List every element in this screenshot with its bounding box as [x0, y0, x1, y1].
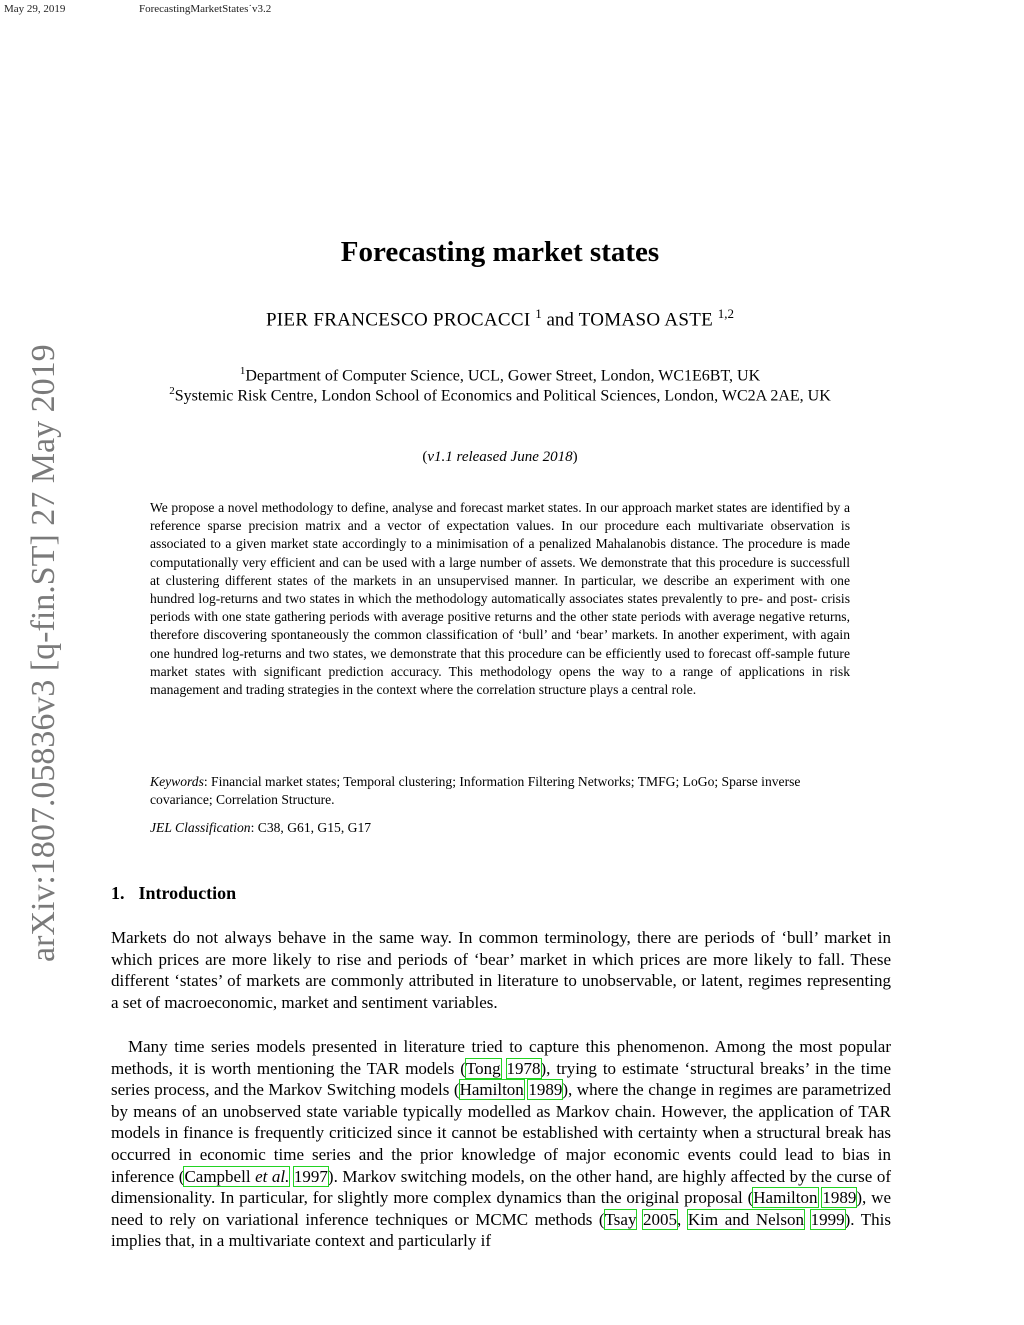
- version-note: (v1.1 released June 2018): [422, 449, 578, 465]
- keywords-label: Keywords: [150, 774, 204, 789]
- citation-link[interactable]: 1999: [810, 1209, 845, 1229]
- jel-classification: [150, 820, 850, 836]
- abstract: We propose a novel methodology to define, analyse and forecast market states. In our approach market states are identified by a reference sparse precision matrix and a vector of expectation values. In our procedure each multivariate observation is associated to a given market state accordingly to a minimisation of a penalized Mahalanobis distance. The procedure is made computationally very efficient and can be used with a large number of assets. We demonstrate that this procedure is successfull at clustering different states of the markets in an unsupervised manner. In particular, we describe an experiment with one hundred log-returns and two states in which the methodology automatically associates states prevalently to pre- and post- crisis periods with one state gathering periods with average positive returns and the other state periods with average negative returns, therefore discovering spontaneously the common classification of ‘bull’ and ‘bear’ markets. In another experiment, with again one hundred log-returns and two states, we demonstrate that this procedure can be efficiently used to forecast off-sample future market states with significant prediction accuracy. This methodology opens the way to a range of applications in risk management and trading strategies in the context where the correlation structure plays a central role.: [150, 500, 850, 698]
- author-1-affiliation-mark: 1: [535, 306, 542, 321]
- header-document-tag: ForecastingMarketStates˙v3.2: [139, 3, 272, 15]
- citation-link[interactable]: Hamilton: [459, 1080, 524, 1100]
- section-number: 1.: [111, 883, 125, 903]
- citation-link[interactable]: Tsay: [604, 1209, 637, 1229]
- keywords-text: : Financial market states; Temporal clustering; Information Filtering Networks; TMFG; LoGo; Sparse inverse covariance; Correlation Structure.: [150, 774, 801, 808]
- affiliation-1-mark: 1: [239, 365, 246, 377]
- author-line: [0, 306, 1000, 331]
- paragraph-text: ), where the change in regimes are parametrized by means of an unobserved state variable typically modelled as Markov chain. However, the application of TAR models in finance is frequently criticized since it cannot be established with certainty when a structural break has occurred in economic time series and the prior knowledge of major economic events could lead to bias in inference (: [111, 1080, 892, 1186]
- paragraph-text: ). This implies that, in a multivariate context and particularly if: [111, 1209, 892, 1251]
- header-date: May 29, 2019: [4, 3, 66, 15]
- author-2-affiliation-mark: 1,2: [717, 306, 735, 321]
- affiliation-2: [160, 381, 840, 406]
- citation-link[interactable]: 1997: [293, 1166, 328, 1186]
- affiliation-2-mark: 2: [169, 385, 175, 397]
- author-conjunction: and: [546, 309, 574, 331]
- citation-link[interactable]: Kim and Nelson: [687, 1209, 804, 1229]
- section-heading: [111, 883, 236, 904]
- citation-link[interactable]: [184, 1167, 289, 1186]
- author-1-name: PIER FRANCESCO PROCACCI: [265, 309, 531, 331]
- arxiv-identifier-stamp: arXiv:1807.05836v3 [q-fin.ST] 27 May 2019: [25, 344, 62, 962]
- affiliation-1-text: Department of Computer Science, UCL, Gower Street, London, WC1E6BT, UK: [245, 367, 761, 385]
- intro-paragraph-1: Markets do not always behave in the same way. In common terminology, there are periods of ‘bull’ market in which prices are more likely to rise and periods of ‘bear’ market in which prices are more likely to fall. These different ‘states’ of markets are commonly attributed in literature to unobservable, or latent, regimes representing a set of macroeconomic, market and sentiment variables.: [111, 928, 891, 1012]
- author-2-name: TOMASO ASTE: [578, 309, 714, 331]
- citation-link[interactable]: Tong: [465, 1058, 501, 1078]
- affiliation-2-text: Systemic Risk Centre, London School of Economics and Political Sciences, London, WC2A 2AE, UK: [174, 387, 831, 405]
- citation-etal: et al.: [255, 1166, 290, 1186]
- section-title: Introduction: [138, 883, 237, 903]
- jel-codes: : C38, G61, G15, G17: [250, 820, 372, 835]
- paragraph-text: ,: [677, 1209, 688, 1229]
- intro-paragraph-2: [111, 1036, 891, 1252]
- citation-link[interactable]: 1978: [506, 1058, 541, 1078]
- citation-link[interactable]: 1989: [528, 1080, 563, 1100]
- citation-link[interactable]: 2005: [643, 1209, 678, 1229]
- paragraph-text: ), trying to estimate ‘structural breaks’ in the time series process, and the Markov Switching models (: [111, 1058, 891, 1100]
- citation-link[interactable]: Hamilton: [753, 1188, 818, 1208]
- citation-link[interactable]: 1989: [822, 1188, 857, 1208]
- citation-author: Campbell: [184, 1166, 256, 1186]
- jel-label: JEL Classification: [150, 820, 251, 835]
- paragraph-text: ). Markov switching models, on the other hand, are highly affected by the curse of dimensionality. In particular, for slightly more complex dynamics than the original proposal (: [111, 1166, 892, 1208]
- paper-title: Forecasting market states: [340, 236, 660, 268]
- paragraph-text: ), we need to rely on variational inference techniques or MCMC methods (: [111, 1188, 892, 1229]
- keywords: [150, 773, 850, 809]
- version-note-text: v1.1 released June 2018: [427, 449, 573, 465]
- paragraph-text: Many time series models presented in literature tried to capture this phenomenon. Among the most popular methods, it is worth mentioning the TAR models (: [111, 1037, 891, 1078]
